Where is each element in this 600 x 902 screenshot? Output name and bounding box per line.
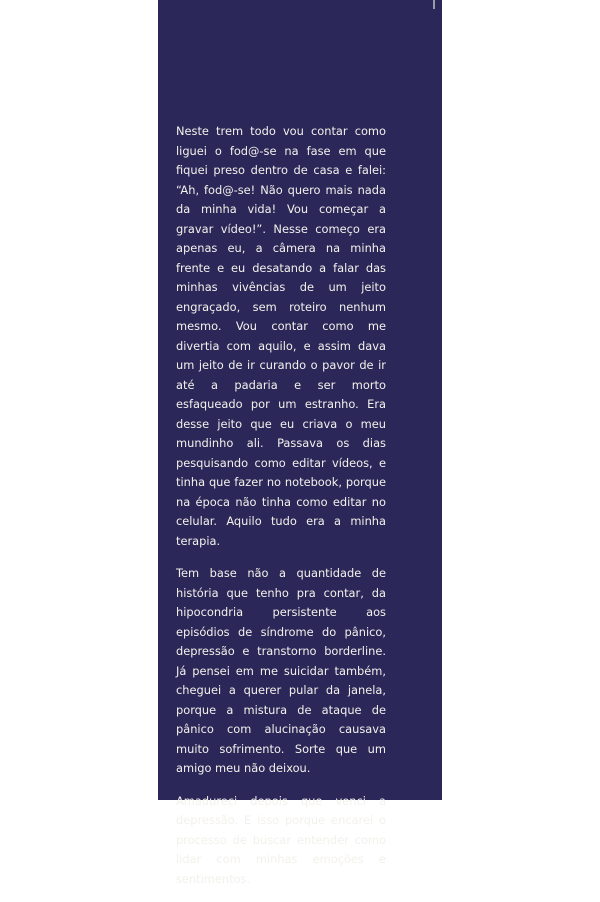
- paragraph-3: Amadureci depois que venci a depressão. E isso porque encarei o processo de buscar entender como lidar com minhas emoções e sentimentos.: [176, 793, 386, 886]
- paragraph-2: Tem base não a quantidade de história que tenho pra contar, da hipocondria persistente aos episódios de síndrome do pânico, depressão e transtorno borderline. Já pensei em me suicidar também, cheguei a querer pular da janela, porque a mistura de ataque de pânico com alucinação causava muito sofrimento. Sorte que um amigo meu não deixou.: [176, 566, 386, 775]
- paragraph-1: Neste trem todo vou contar como liguei o fod@-se na fase em que fiquei preso dentro de casa e falei: “Ah, fod@-se! Não quero mais nada da minha vida! Vou começar a gravar vídeo!”. Nesse começo era apenas eu, a câmera na minha frente e eu desatando a falar das minhas vivências de um jeito engraçado, sem roteiro nenhum mesmo. Vou contar como me divertia com aquilo, e assim dava um jeito de ir curando o pavor de ir até a padaria e ser morto esfaqueado por um estranho. Era desse jeito que eu criava o meu mundinho ali. Passava os dias pesquisando como editar vídeos, e tinha que fazer no notebook, porque na época não tinha como editar no celular. Aquilo tudo era a minha terapia.: [176, 124, 386, 548]
- body-text: [176, 122, 386, 902]
- page-edge-mark: [433, 0, 435, 9]
